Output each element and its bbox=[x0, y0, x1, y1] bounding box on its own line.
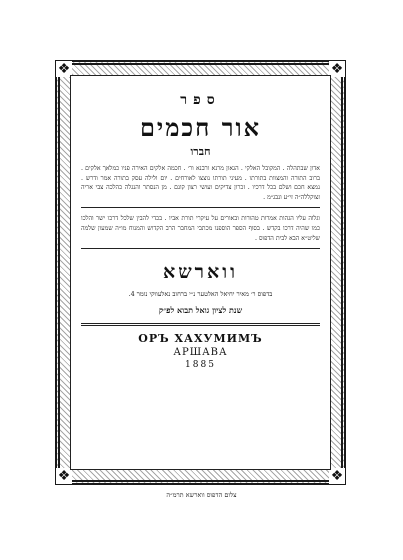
book-title: אור חכמים bbox=[139, 113, 262, 142]
printer-line: בדפוס ר׳ מאיר יחיאל האלטער נ״י ברחוב נאלעווקי נומר 4. bbox=[128, 290, 273, 299]
divider bbox=[81, 207, 320, 208]
corner-ornament-icon: ❖ bbox=[330, 468, 344, 484]
corner-ornament-icon: ❖ bbox=[330, 61, 344, 77]
corner-ornament-icon: ❖ bbox=[57, 61, 71, 77]
sefer-label: ספר bbox=[180, 92, 221, 108]
publication-year: 1885 bbox=[185, 360, 216, 371]
photo-caption: צלום הדפוס ווארשא תרמ״ה bbox=[166, 491, 237, 499]
title-page-border bbox=[55, 60, 346, 485]
cyrillic-city: АРШАВА bbox=[173, 347, 228, 359]
title-page-content bbox=[70, 75, 331, 470]
author-description: אדון שבתהלה . המקובל האלקי . הגאון מרנא ורבנא ור׳ . חכמה אלקים האירה פניו כמלאך אלקים . ברוב התורה והמצוות בתורתו . מעיני תורתו נוצצו לאורחים . יום ולילה עסק בתורה אמר ודרש . נמצא חכם ושלם בכל דרכיו . זכרון צדיקים ועושי רצון קונם . מן הנסתר והנגלה כהלכה צבי אריה זצוקללה״ה זי״ע ונבג״מ . bbox=[81, 165, 320, 201]
corner-ornament-icon: ❖ bbox=[57, 468, 71, 484]
divider-double bbox=[81, 323, 320, 326]
author-label: חברו bbox=[190, 145, 211, 158]
divider bbox=[81, 248, 320, 249]
additions-description: וגלוה עליו הגהות אמרות טהורות ובאורים על עיקרי תורת אביו . בכדי להבין שלכל דרכו ישר והלכו כמו שהיה דרכו בקדש . בסוף הספר הוספנו מכתבי המחבר הרב הקדוש והמנוח מו״ה שמעון שלמה שליט״א הבא לבית הדפוס . bbox=[81, 215, 320, 242]
year-line: שנת לציון גואל תבוא לפ״ק bbox=[158, 305, 243, 316]
cyrillic-title: ОРЪ ХАХУМИМЪ bbox=[138, 332, 263, 346]
city-name: ווארשא bbox=[163, 261, 238, 284]
